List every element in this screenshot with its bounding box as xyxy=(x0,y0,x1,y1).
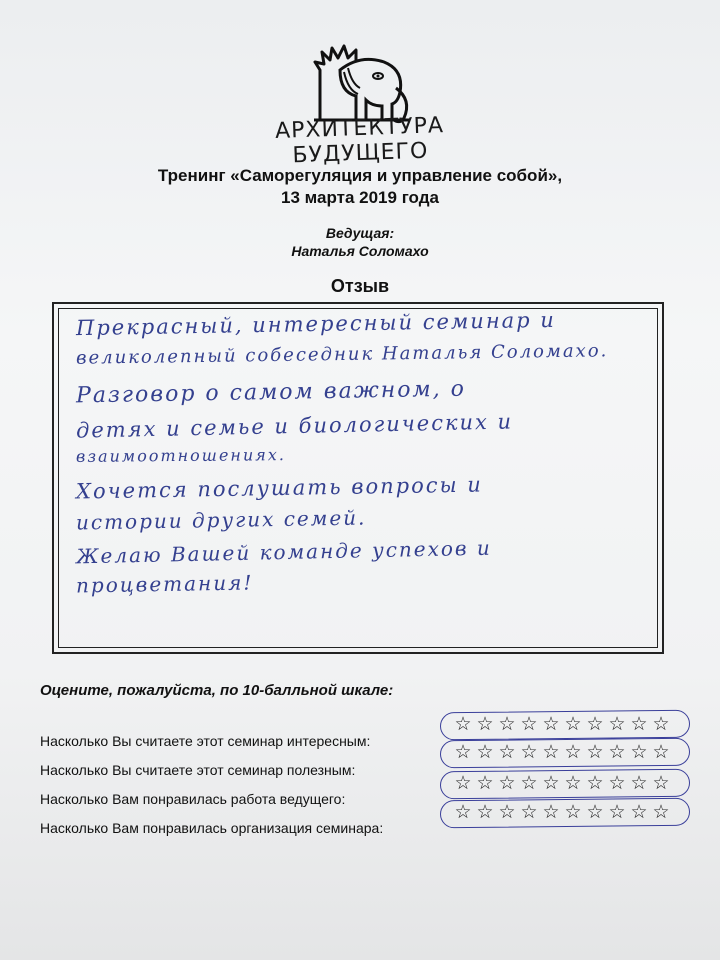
host-label: Ведущая: xyxy=(325,225,395,241)
star-icon[interactable]: ☆ xyxy=(476,802,494,823)
star-icon[interactable]: ☆ xyxy=(608,714,626,735)
score-circle-mark xyxy=(440,769,690,800)
star-icon[interactable]: ☆ xyxy=(454,742,472,763)
star-icon[interactable]: ☆ xyxy=(454,773,472,794)
star-icon[interactable]: ☆ xyxy=(564,802,582,823)
score-circle-mark xyxy=(440,738,690,769)
question-organization-label: Насколько Вам понравилась организация семинара: xyxy=(40,820,384,836)
star-icon[interactable]: ☆ xyxy=(564,742,582,763)
review-title: Отзыв xyxy=(330,276,390,296)
title-line-2: 13 марта 2019 года xyxy=(281,188,439,207)
star-icon[interactable]: ☆ xyxy=(498,802,516,823)
star-icon[interactable]: ☆ xyxy=(630,773,648,794)
star-icon[interactable]: ☆ xyxy=(608,802,626,823)
star-icon[interactable]: ☆ xyxy=(476,714,494,735)
star-icon[interactable]: ☆ xyxy=(564,714,582,735)
score-circle-mark xyxy=(440,798,690,829)
star-icon[interactable]: ☆ xyxy=(608,773,626,794)
star-icon[interactable]: ☆ xyxy=(564,773,582,794)
star-icon[interactable]: ☆ xyxy=(542,773,560,794)
handwriting-line: процветания! xyxy=(75,570,254,598)
handwriting-line: детях и семье и биологических и xyxy=(75,409,514,443)
star-icon[interactable]: ☆ xyxy=(608,742,626,763)
handwriting-line: Разговор о самом важном, о xyxy=(75,376,467,409)
star-icon[interactable]: ☆ xyxy=(652,802,670,823)
handwriting-line: Прекрасный, интересный семинар и xyxy=(75,307,557,341)
title-line-1: Тренинг «Саморегуляция и управление собой», xyxy=(157,166,563,185)
handwriting-line: взаимоотношениях. xyxy=(75,445,287,466)
star-icon[interactable]: ☆ xyxy=(586,714,604,735)
star-icon[interactable]: ☆ xyxy=(652,773,670,794)
star-icon[interactable]: ☆ xyxy=(652,742,670,763)
star-icon[interactable]: ☆ xyxy=(454,802,472,823)
star-icon[interactable]: ☆ xyxy=(542,802,560,823)
star-icon[interactable]: ☆ xyxy=(520,773,538,794)
star-icon[interactable]: ☆ xyxy=(542,714,560,735)
star-icon[interactable]: ☆ xyxy=(542,742,560,763)
host-name: Наталья Соломахо xyxy=(291,243,429,259)
handwriting-line: истории других семей. xyxy=(75,505,367,535)
star-icon[interactable]: ☆ xyxy=(520,742,538,763)
star-icon[interactable]: ☆ xyxy=(454,714,472,735)
star-icon[interactable]: ☆ xyxy=(630,714,648,735)
star-icon[interactable]: ☆ xyxy=(652,714,670,735)
handwriting-line: великолепный собеседник Наталья Соломахо. xyxy=(75,340,609,369)
star-icon[interactable]: ☆ xyxy=(630,802,648,823)
review-textbox[interactable] xyxy=(52,302,664,654)
question-host-label: Насколько Вам понравилась работа ведущего: xyxy=(40,791,346,807)
star-icon[interactable]: ☆ xyxy=(476,773,494,794)
score-circle-mark xyxy=(440,710,690,741)
rating-title: Оцените, пожалуйста, по 10-балльной шкале: xyxy=(40,682,394,699)
brand-name: АРХИТЕКТУРА БУДУЩЕГО xyxy=(274,113,445,169)
star-icon[interactable]: ☆ xyxy=(630,742,648,763)
page-title xyxy=(60,165,660,209)
star-icon[interactable]: ☆ xyxy=(520,802,538,823)
star-icon[interactable]: ☆ xyxy=(586,773,604,794)
star-icon[interactable]: ☆ xyxy=(498,714,516,735)
star-icon[interactable]: ☆ xyxy=(498,773,516,794)
question-interesting-label: Насколько Вы считаете этот семинар интересным: xyxy=(40,733,371,749)
star-icon[interactable]: ☆ xyxy=(498,742,516,763)
handwriting-line: Хочется послушать вопросы и xyxy=(75,472,483,504)
handwriting-line: Желаю Вашей команде успехов и xyxy=(75,535,493,569)
question-useful-label: Насколько Вы считаете этот семинар полезным: xyxy=(40,762,356,778)
star-icon[interactable]: ☆ xyxy=(586,742,604,763)
star-icon[interactable]: ☆ xyxy=(586,802,604,823)
star-icon[interactable]: ☆ xyxy=(520,714,538,735)
star-icon[interactable]: ☆ xyxy=(476,742,494,763)
